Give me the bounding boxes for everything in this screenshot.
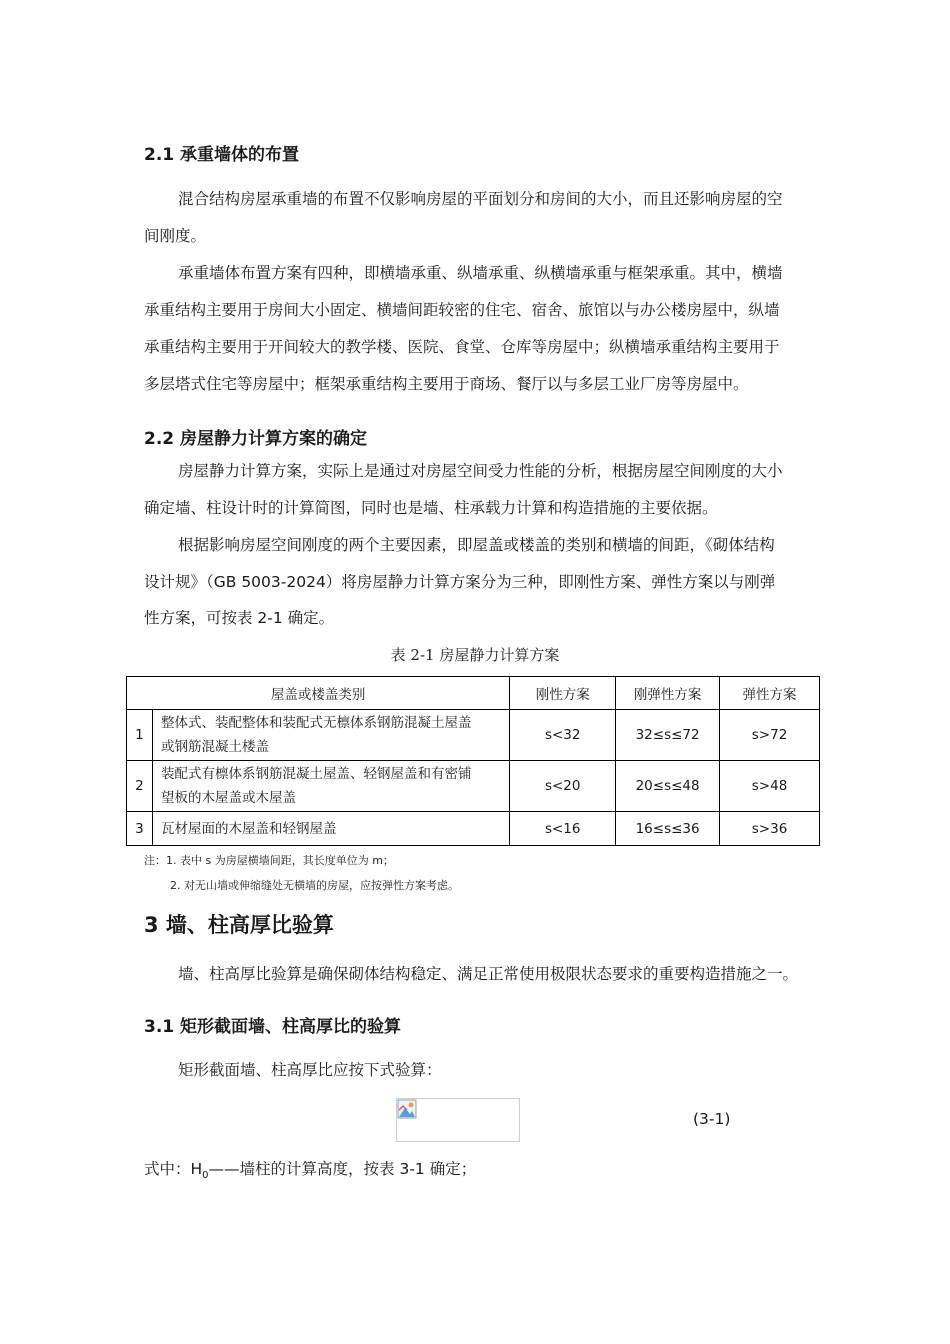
table-row — [127, 812, 820, 846]
where-rest: ——墙柱的计算高度，按表 3-1 确定； — [208, 1160, 477, 1178]
cell-semi-rigid: 20≤s≤48 — [616, 761, 720, 812]
row-category — [152, 812, 509, 846]
category-line: 或钢筋混凝土楼盖 — [160, 739, 269, 755]
row-number: 1 — [127, 710, 153, 761]
header-semi-rigid: 刚弹性方案 — [616, 677, 720, 710]
category-line: 望板的木屋盖或木屋盖 — [160, 790, 296, 806]
paragraph-line: 房屋静力计算方案，实际上是通过对房屋空间受力性能的分析，根据房屋空间刚度的大小 — [178, 462, 783, 480]
heading-3-1: 3.1 矩形截面墙、柱高厚比的验算 — [144, 1017, 402, 1037]
subscript: 0 — [202, 1170, 209, 1182]
row-category — [152, 761, 509, 812]
equation-number: (3-1) — [693, 1110, 731, 1128]
table-note: 2. 对无山墙或伸缩缝处无横墙的房屋，应按弹性方案考虑。 — [170, 879, 459, 892]
paragraph-line: 混合结构房屋承重墙的布置不仅影响房屋的平面划分和房间的大小，而且还影响房屋的空 — [178, 190, 783, 208]
paragraph-line: 间刚度。 — [144, 227, 207, 245]
heading-3: 3 墙、柱高厚比验算 — [144, 913, 334, 937]
table-row — [127, 761, 820, 812]
paragraph-line: 墙、柱高厚比验算是确保砌体结构稳定、满足正常使用极限状态要求的重要构造措施之一。 — [178, 965, 799, 983]
broken-image-icon — [397, 1099, 417, 1119]
category-line: 瓦材屋面的木屋盖和轻钢屋盖 — [160, 820, 337, 837]
paragraph-line: 矩形截面墙、柱高厚比应按下式验算： — [178, 1061, 442, 1079]
table-header-row — [127, 677, 820, 710]
cell-semi-rigid: 32≤s≤72 — [616, 710, 720, 761]
row-category — [152, 710, 509, 761]
paragraph-line: 设计规》（GB 5003-2024）将房屋静力计算方案分为三种，即刚性方案、弹性方案以与刚弹 — [144, 573, 776, 591]
heading-2-2: 2.2 房屋静力计算方案的确定 — [144, 429, 368, 449]
table-caption: 表 2-1 房屋静力计算方案 — [390, 646, 560, 664]
cell-elastic: s>36 — [720, 812, 820, 846]
paragraph-line: 性方案，可按表 2-1 确定。 — [144, 609, 335, 627]
cell-semi-rigid: 16≤s≤36 — [616, 812, 720, 846]
header-category: 屋盖或楼盖类别 — [127, 677, 510, 710]
paragraph-line: 多层塔式住宅等房屋中；框架承重结构主要用于商场、餐厅以与多层工业厂房等房屋中。 — [144, 375, 749, 393]
cell-rigid: s<32 — [510, 710, 616, 761]
where-clause — [144, 1151, 476, 1195]
cell-elastic: s>48 — [720, 761, 820, 812]
paragraph-line: 根据影响房屋空间刚度的两个主要因素，即屋盖或楼盖的类别和横墙的间距，《砌体结构 — [178, 536, 775, 554]
heading-2-1: 2.1 承重墙体的布置 — [144, 145, 300, 165]
cell-rigid: s<16 — [510, 812, 616, 846]
formula-image — [396, 1098, 520, 1142]
category-line: 装配式有檩体系钢筋混凝土屋盖、轻钢屋盖和有密铺 — [160, 766, 472, 782]
paragraph-line: 确定墙、柱设计时的计算简图，同时也是墙、柱承载力计算和构造措施的主要依据。 — [144, 499, 718, 517]
cell-rigid: s<20 — [510, 761, 616, 812]
cell-elastic: s>72 — [720, 710, 820, 761]
row-number: 3 — [127, 812, 153, 846]
table-note: 注：1. 表中 s 为房屋横墙间距，其长度单位为 m； — [144, 854, 394, 867]
header-elastic: 弹性方案 — [720, 677, 820, 710]
where-prefix: 式中：H — [144, 1160, 203, 1178]
table-row — [127, 710, 820, 761]
paragraph-line: 承重墙体布置方案有四种，即横墙承重、纵墙承重、纵横墙承重与框架承重。其中，横墙 — [178, 264, 783, 282]
row-number: 2 — [127, 761, 153, 812]
paragraph-line: 承重结构主要用于房间大小固定、横墙间距较密的住宅、宿舍、旅馆以与办公楼房屋中，纵墙 — [144, 301, 780, 319]
header-rigid: 刚性方案 — [510, 677, 616, 710]
category-line: 整体式、装配整体和装配式无檩体系钢筋混凝土屋盖 — [160, 715, 472, 731]
static-calc-table — [126, 676, 820, 846]
paragraph-line: 承重结构主要用于开间较大的教学楼、医院、食堂、仓库等房屋中；纵横墙承重结构主要用于 — [144, 338, 780, 356]
